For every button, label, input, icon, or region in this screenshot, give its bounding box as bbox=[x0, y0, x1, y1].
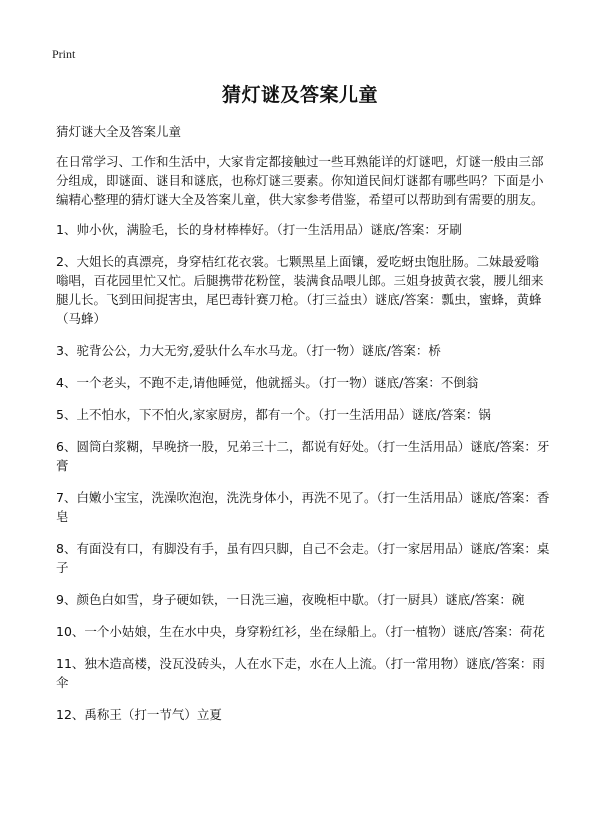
riddle-item-12: 12、禹称王（打一节气）立夏 bbox=[56, 707, 222, 722]
riddle-item-11: 11、独木造高楼，没瓦没砖头，人在水下走，水在人上流。（打一常用物）谜底/答案：雨伞 bbox=[56, 656, 545, 690]
print-link[interactable]: Print bbox=[52, 47, 76, 61]
riddle-item-10: 10、一个小姑娘，生在水中央，身穿粉红衫，坐在绿船上。（打一植物）谜底/答案：荷花 bbox=[56, 624, 545, 639]
document-subtitle: 猜灯谜大全及答案儿童 bbox=[56, 124, 182, 139]
riddle-item-2: 2、大姐长的真漂亮，身穿桔红花衣裳。七颗黑星上面镶，爱吃蚜虫饱肚肠。二妹最爱嗡嗡唱，百花园里忙又忙。后腿携带花粉筐，装满食品喂儿郎。三姐身披黄衣裳，腰儿细来腿儿长。飞到田间捉害虫，尾巴毒针赛刀枪。（打三益虫）谜底/答案：瓢虫，蜜蜂，黄蜂（马蜂） bbox=[56, 254, 544, 326]
riddle-item-7: 7、白嫩小宝宝，洗澡吹泡泡，洗洗身体小，再洗不见了。（打一生活用品）谜底/答案：香皂 bbox=[56, 490, 550, 524]
riddle-list bbox=[56, 220, 551, 724]
document-body bbox=[56, 122, 551, 737]
riddle-item-1: 1、帅小伙，满脸毛，长的身材棒棒好。（打一生活用品）谜底/答案：牙刷 bbox=[56, 222, 462, 237]
riddle-item-3: 3、驼背公公，力大无穷,爱驮什么车水马龙。（打一物）谜底/答案：桥 bbox=[56, 343, 441, 358]
riddle-item-8: 8、有面没有口，有脚没有手，虽有四只脚，自己不会走。（打一家居用品）谜底/答案：桌子 bbox=[56, 541, 550, 575]
document-title: 猜灯谜及答案儿童 bbox=[221, 84, 378, 106]
riddle-item-9: 9、颜色白如雪，身子硬如铁，一日洗三遍，夜晚柜中歇。（打一厨具）谜底/答案：碗 bbox=[56, 592, 525, 607]
riddle-item-5: 5、上不怕水，下不怕火,家家厨房，都有一个。（打一生活用品）谜底/答案：锅 bbox=[56, 407, 491, 422]
intro-paragraph: 在日常学习、工作和生活中，大家肯定都接触过一些耳熟能详的灯谜吧，灯谜一般由三部分组成，即谜面、谜目和谜底，也称灯谜三要素。你知道民间灯谜都有哪些吗？下面是小编精心整理的猜灯谜大全及答案儿童，供大家参考借鉴，希望可以帮助到有需要的朋友。 bbox=[56, 154, 544, 207]
riddle-item-6: 6、圆筒白浆糊，早晚挤一股，兄弟三十二，都说有好处。（打一生活用品）谜底/答案：牙膏 bbox=[56, 439, 550, 473]
riddle-item-4: 4、一个老头，不跑不走,请他睡觉，他就摇头。（打一物）谜底/答案：不倒翁 bbox=[56, 375, 479, 390]
